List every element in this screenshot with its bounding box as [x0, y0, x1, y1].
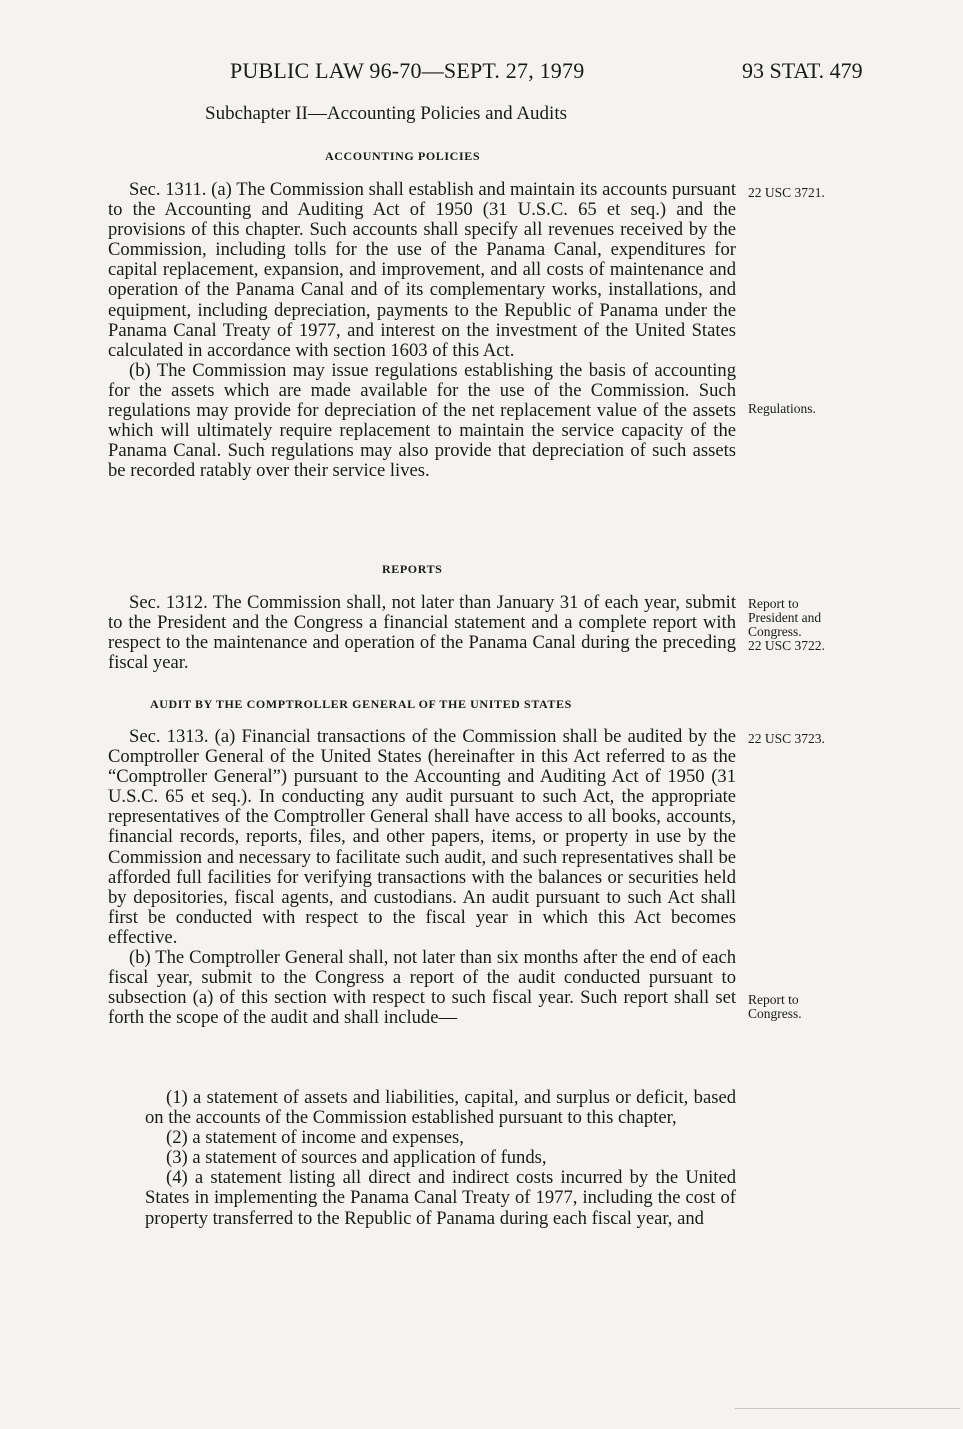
margin-note-22usc3723 [748, 732, 898, 746]
reports-section [108, 593, 736, 673]
margin-note-text: 22 USC 3723. [748, 731, 825, 746]
scan-artifact-line [735, 1408, 960, 1409]
audit-item-3: (3) a statement of sources and application of funds, [166, 1147, 547, 1169]
margin-note-report-congress [748, 993, 898, 1021]
margin-note-line: Report to [748, 992, 799, 1007]
sec-1311-b-paragraph: (b) The Commission may issue regulations establishing the basis of accounting for the assets which are made available for the use of the Commission. Such regulations may provide for depreciation of the net replacement value of the assets which will ultimately require replacement to maintain the service capacity of the Panama Canal. Such regulations may also provide that depreciation of such assets be recorded ratably over their service lives. [108, 359, 736, 482]
margin-note-line: 22 USC 3722. [748, 638, 825, 653]
page-header-stat: 93 STAT. 479 [742, 58, 863, 83]
audit-caption: AUDIT BY THE COMPTROLLER GENERAL OF THE UNITED STATES [150, 697, 572, 711]
page-header-title: PUBLIC LAW 96-70—SEPT. 27, 1979 [230, 58, 585, 83]
margin-note-regulations [748, 402, 898, 416]
margin-note-line: Report to [748, 596, 799, 611]
audit-item-2: (2) a statement of income and expenses, [166, 1127, 464, 1149]
margin-note-text: Regulations. [748, 401, 816, 416]
audit-section [108, 727, 736, 1028]
margin-note-line: Congress. [748, 1006, 802, 1021]
margin-note-22usc3721 [748, 186, 898, 200]
sec-1312-paragraph: Sec. 1312. The Commission shall, not later than January 31 of each year, submit to the President and the Congress a financial statement and a complete report with respect to the maintenance and operation of the Panama Canal during the preceding fiscal year. [108, 592, 736, 674]
audit-report-items [145, 1088, 736, 1229]
margin-note-text: 22 USC 3721. [748, 185, 825, 200]
sec-1313-b-paragraph: (b) The Comptroller General shall, not later than six months after the end of each fiscal year, submit to the Congress a report of the audit conducted pursuant to subsection (a) of this section with respect to such fiscal year. Such report shall set forth the scope of the audit and shall include— [108, 947, 736, 1029]
audit-item-4: (4) a statement listing all direct and indirect costs incurred by the United States in implementing the Panama Canal Treaty of 1977, including the cost of property transferred to the Republic of Panama during each fiscal year, and [145, 1167, 736, 1229]
audit-item-1: (1) a statement of assets and liabilities, capital, and surplus or deficit, based on the accounts of the Commission established pursuant to this chapter, [145, 1087, 736, 1129]
accounting-section [108, 180, 736, 481]
margin-note-report-president-congress [748, 597, 898, 653]
reports-caption: REPORTS [382, 562, 443, 576]
accounting-policies-caption: ACCOUNTING POLICIES [325, 149, 481, 163]
margin-note-line: Congress. [748, 624, 802, 639]
subchapter-heading: Subchapter II—Accounting Policies and Audits [205, 103, 567, 124]
margin-note-line: President and [748, 610, 822, 625]
sec-1313-a-paragraph: Sec. 1313. (a) Financial transactions of the Commission shall be audited by the Comptroller General of the United States (hereinafter in this Act referred to as the “Comptroller General”) pursuant to the Accounting and Auditing Act of 1950 (31 U.S.C. 65 et seq.). In conducting any audit pursuant to such Act, the appropriate representatives of the Comptroller General shall have access to all books, accounts, financial records, reports, files, and other papers, items, or property in use by the Commission and necessary to facilitate such audit, and such representatives shall be afforded full facilities for verifying transactions with the balances or securities held by depositories, fiscal agents, and custodians. An audit pursuant to such Act shall first be conducted with respect to the fiscal year in which this Act becomes effective. [108, 726, 736, 948]
sec-1311-a-paragraph: Sec. 1311. (a) The Commission shall establish and maintain its accounts pursuant to the Accounting and Auditing Act of 1950 (31 U.S.C. 65 et seq.) and the provisions of this chapter. Such accounts shall specify all revenues received by the Commission, including tolls for the use of the Panama Canal, expenditures for capital replacement, expansion, and improvement, and all costs of maintenance and operation of the Panama Canal and of its complementary works, installations, and equipment, including depreciation, payments to the Republic of Panama under the Panama Canal Treaty of 1977, and interest on the investment of the United States calculated in accordance with section 1603 of this Act. [108, 179, 736, 361]
